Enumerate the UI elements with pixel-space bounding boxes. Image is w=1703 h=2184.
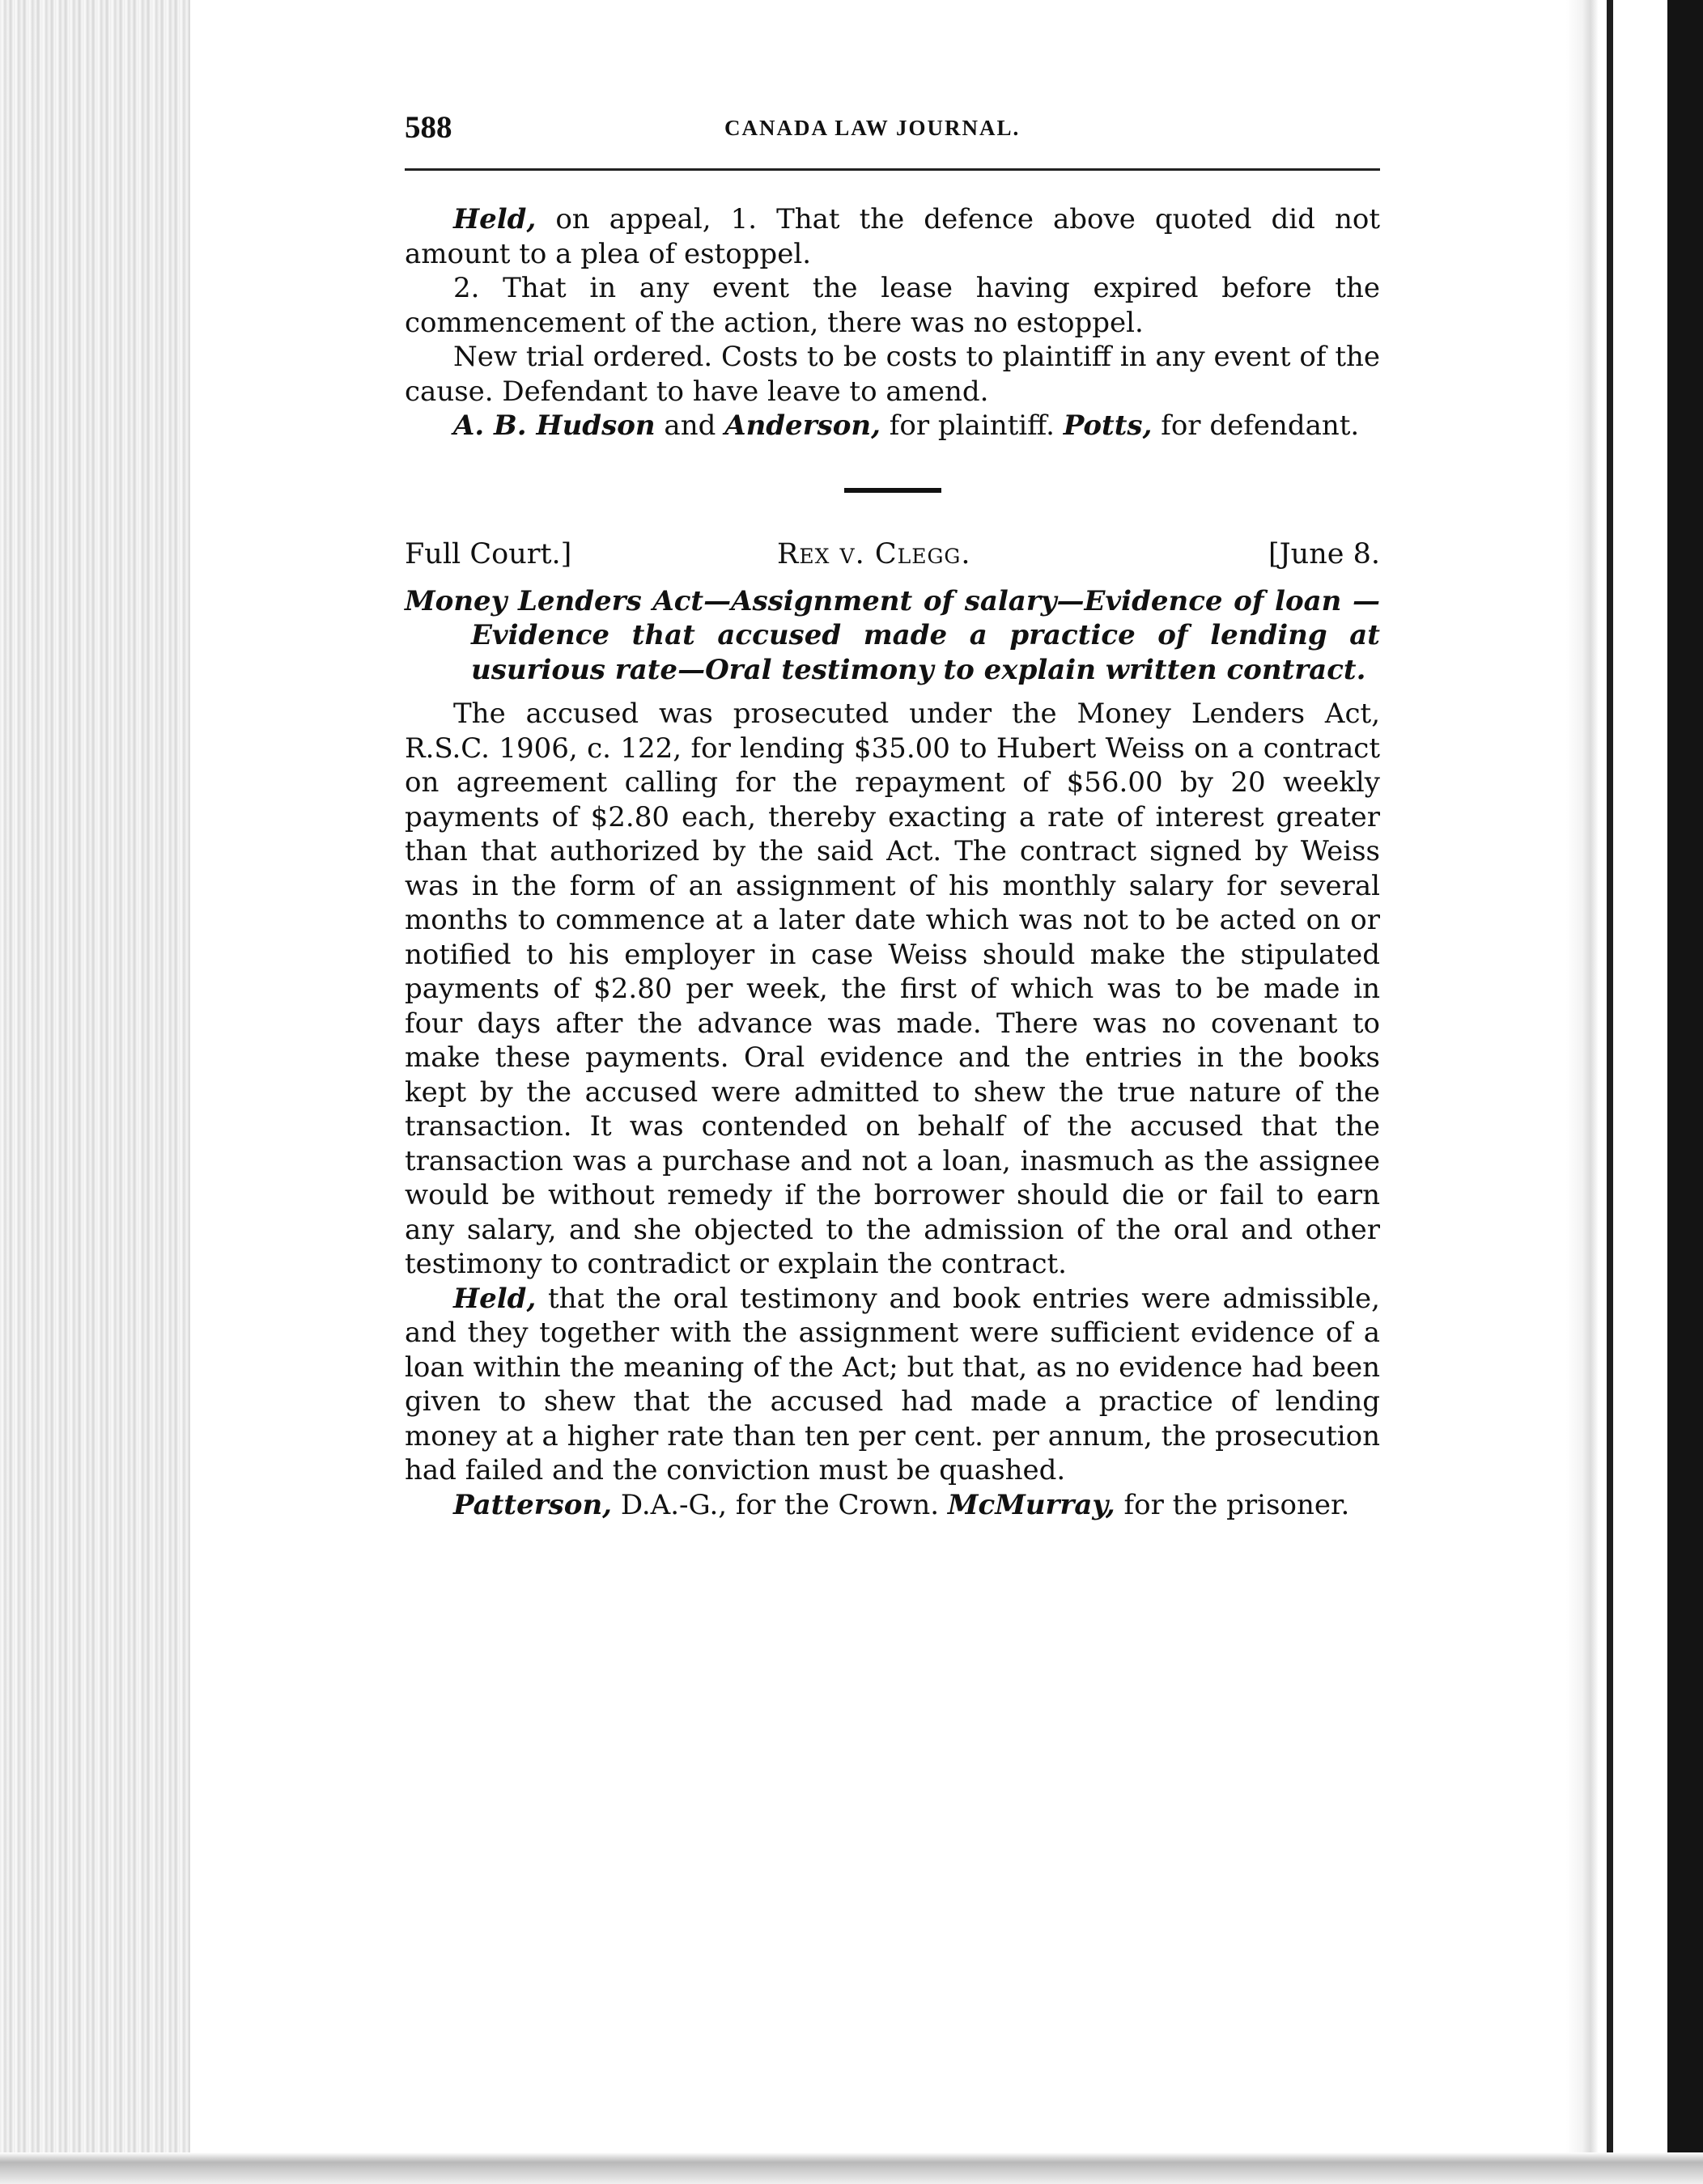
scanned-book-gutter xyxy=(0,0,190,2184)
counsel-name: Patterson, xyxy=(453,1488,613,1521)
counsel-paragraph xyxy=(405,409,1380,443)
case-name: Rex v. Clegg. xyxy=(777,537,971,570)
counsel-name: Anderson, xyxy=(724,409,881,442)
holding-point-2: 2. That in any event the lease having expired before the commencement of the action, there was no estoppel. xyxy=(405,272,1380,339)
counsel-role: for plaintiff. xyxy=(880,409,1064,442)
counsel-connector: and xyxy=(655,409,725,442)
header-rule xyxy=(405,168,1380,171)
counsel-paragraph xyxy=(405,1488,1380,1523)
counsel-role: for defendant. xyxy=(1152,409,1360,442)
held-paragraph xyxy=(405,1282,1380,1488)
held-label: Held, xyxy=(453,203,537,235)
headnote: Money Lenders Act—Assignment of salary—Evidence of loan —Evidence that accused made a practice of lending at usurious rate—Oral testimony to explain written contract. xyxy=(405,584,1380,686)
held-label: Held, xyxy=(453,1282,537,1315)
facts-paragraph: The accused was prosecuted under the Money Lenders Act, R.S.C. 1906, c. 122, for lending $35.00 to Hubert Weiss on a contract on agreement calling for the repayment of $56.00 by 20 weekly payments of $2.80 each, thereby exacting a rate of interest greater than that authorized by the said Act. The contract signed by Weiss was in the form of an assignment of his monthly salary for several months to commence at a later date which was not to be acted on or notified to his employer in case Weiss should make the stipulated payments of $2.80 per week, the first of which was to be made in four days after the advance was made. There was no covenant to make these payments. Oral evidence and the entries in the books kept by the accused were admitted to shew the true nature of the transaction. It was contended on behalf of the accused that the transaction was a purchase and not a loan, inasmuch as the assignee would be without remedy if the borrower should die or fail to earn any salary, and she objected to the admission of the oral and other testimony to contradict or explain the contract. xyxy=(405,698,1380,1280)
counsel-name: Potts, xyxy=(1063,409,1153,442)
held-paragraph xyxy=(405,202,1380,271)
counsel-role: for the prisoner. xyxy=(1115,1488,1350,1521)
held-text: on appeal, 1. That the defence above quoted did not amount to a plea of estoppel. xyxy=(405,203,1380,270)
scan-bottom-edge xyxy=(0,2152,1703,2184)
page-header xyxy=(405,101,1380,158)
case-date: [June 8. xyxy=(1268,537,1380,570)
counsel-role: D.A.-G., for the Crown. xyxy=(612,1488,948,1521)
counsel-name: A. B. Hudson xyxy=(453,409,656,442)
page-number: 588 xyxy=(405,110,452,145)
court-name: Full Court.] xyxy=(405,537,572,570)
journal-page xyxy=(405,101,1380,1521)
held-text: that the oral testimony and book entries were admissible, and they together with the assignment were sufficient evidence of a loan within the meaning of the Act; but that, as no evidence had been given to shew that the accused had made a practice of lending money at a higher rate than ten per cent. per annum, the prosecution had failed and the conviction must be quashed. xyxy=(405,1282,1380,1486)
case-separator xyxy=(844,488,941,493)
scan-dark-border xyxy=(1667,0,1703,2184)
order-paragraph: New trial ordered. Costs to be costs to plaintiff in any event of the cause. Defendant to have leave to amend. xyxy=(405,341,1380,408)
case-title-line xyxy=(405,537,1380,575)
scan-shadow-line xyxy=(1607,0,1613,2184)
page-body xyxy=(405,202,1380,1522)
counsel-name: McMurray, xyxy=(947,1488,1115,1521)
running-title: CANADA LAW JOURNAL. xyxy=(724,116,1021,140)
